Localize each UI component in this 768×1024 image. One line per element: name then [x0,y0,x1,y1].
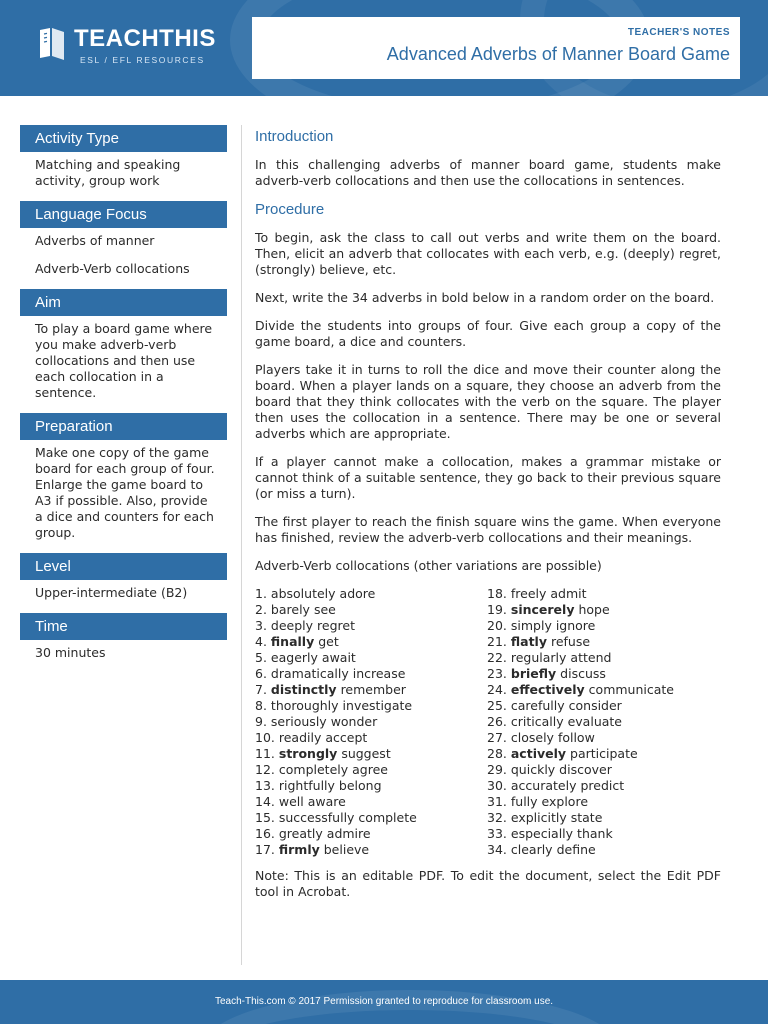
collocation-verb: consider [568,698,622,713]
collocation-item [255,650,487,666]
collocation-number: 20. [487,618,507,633]
collocation-number: 25. [487,698,507,713]
time-section [20,613,227,661]
collocation-number: 12. [255,762,275,777]
collocation-item [255,618,487,634]
collocation-item [255,682,487,698]
teachers-notes-label: TEACHER'S NOTES [627,27,730,38]
main-content [255,128,721,912]
collocation-number: 1. [255,586,267,601]
introduction-heading: Introduction [255,128,334,145]
collocation-verb: belong [338,778,382,793]
procedure-step: To begin, ask the class to call out verbs and write them on the board. Then, elicit an adverb that collocates with each verb, e.g. (deeply) regret, (strongly) believe, etc. [255,230,721,277]
collocation-item [487,650,674,666]
collocation-number: 32. [487,810,507,825]
collocation-item [255,714,487,730]
section-text: Adverbs of manner [35,233,155,248]
collocation-adverb: finally [270,634,315,649]
procedure-step: Divide the students into groups of four. Give each group a copy of the game board, a dice and counters. [255,318,721,349]
collocation-adverb: regularly [510,650,567,665]
collocation-item [487,826,674,842]
preparation-section [20,413,227,541]
collocation-number: 34. [487,842,507,857]
collocation-item [255,634,487,650]
introduction-text: In this challenging adverbs of manner board game, students make adverb-verb collocations and then use the collocations in sentences. [255,157,721,188]
section-text: Adverb-Verb collocations [35,261,190,276]
editable-pdf-note: Note: This is an editable PDF. To edit the document, select the Edit PDF tool in Acrobat. [255,868,721,899]
title-box [252,17,740,79]
footer-copyright: Teach-This.com © 2017 Permission granted to reproduce for classroom use. [214,996,554,1007]
collocation-adverb: well [278,794,304,809]
collocation-verb: aware [307,794,346,809]
collocation-adverb: especially [510,826,574,841]
collocation-item [487,842,674,858]
collocation-verb: await [321,650,356,665]
section-text: To play a board game where you make adverb-verb collocations and then use each collocation in a sentence. [35,321,213,400]
collocation-adverb: carefully [510,698,565,713]
collocation-item [255,794,487,810]
collocation-number: 17. [255,842,275,857]
collocation-adverb: quickly [510,762,556,777]
page-header [0,0,768,96]
collocation-number: 14. [255,794,275,809]
collocation-adverb: explicitly [510,810,567,825]
collocation-number: 7. [255,682,267,697]
collocation-item [255,698,487,714]
page-title: Advanced Adverbs of Manner Board Game [386,44,730,64]
collocation-verb: remember [340,682,406,697]
collocation-verb: attend [570,650,612,665]
collocation-verb: refuse [550,634,591,649]
collocation-adverb: simply [510,618,552,633]
collocation-adverb: briefly [510,666,557,681]
level-section [20,553,227,601]
collocation-verb: thank [577,826,613,841]
collocation-verb: evaluate [567,714,622,729]
collocation-verb: investigate [342,698,413,713]
collocation-adverb: readily [278,730,322,745]
collocation-item [255,842,487,858]
collocation-item [487,794,674,810]
collocation-adverb: closely [510,730,554,745]
collocation-number: 24. [487,682,507,697]
collocation-item [255,810,487,826]
logo-name: TEACHTHIS [74,25,216,52]
collocation-verb: adore [339,586,376,601]
collocation-verb: complete [358,810,417,825]
collocation-adverb: fully [510,794,538,809]
language-focus-section [20,201,227,277]
sidebar [20,125,227,673]
collocation-item [487,810,674,826]
collocation-adverb: freely [510,586,547,601]
collocation-item [487,586,674,602]
section-heading: Activity Type [20,125,227,152]
book-icon [36,26,70,62]
collocation-item [255,746,487,762]
collocation-adverb: accurately [510,778,577,793]
collocation-verb: hope [578,602,610,617]
collocation-adverb: strongly [278,746,338,761]
collocation-item [487,778,674,794]
section-heading: Language Focus [20,201,227,228]
collocation-adverb: successfully [278,810,355,825]
teachthis-logo[interactable] [36,26,216,65]
section-text: Upper-intermediate (B2) [35,585,188,600]
collocation-item [487,682,674,698]
collocation-adverb: eagerly [270,650,318,665]
collocation-verb: agree [352,762,388,777]
collocation-number: 6. [255,666,267,681]
collocation-adverb: deeply [270,618,314,633]
collocation-verb: predict [580,778,625,793]
activity-type-section [20,125,227,189]
collocation-adverb: flatly [510,634,547,649]
logo-subtitle: ESL / EFL RESOURCES [80,55,205,65]
collocation-number: 10. [255,730,275,745]
collocation-item [487,746,674,762]
collocation-adverb: clearly [510,842,553,857]
section-heading: Level [20,553,227,580]
collocation-verb: admire [326,826,371,841]
collocation-verb: define [556,842,596,857]
collocation-number: 2. [255,602,267,617]
collocation-adverb: thoroughly [270,698,339,713]
collocation-verb: accept [325,730,368,745]
collocation-adverb: completely [278,762,349,777]
collocation-verb: participate [570,746,638,761]
collocation-number: 28. [487,746,507,761]
collocation-verb: increase [352,666,406,681]
collocation-number: 26. [487,714,507,729]
collocation-verb: admit [550,586,587,601]
collocation-verb: follow [557,730,595,745]
section-text: 30 minutes [35,645,106,660]
section-text: Matching and speaking activity, group work [35,157,181,188]
collocation-adverb: rightfully [278,778,335,793]
collocation-item [255,730,487,746]
collocation-verb: state [570,810,603,825]
aim-section [20,289,227,401]
collocation-item [255,826,487,842]
collocation-verb: wonder [330,714,378,729]
collocation-item [487,634,674,650]
collocation-adverb: barely [270,602,310,617]
collocations-list [255,586,721,858]
procedure-step: The first player to reach the finish square wins the game. When everyone has finished, review the adverb-verb collocations and their meanings. [255,514,721,545]
collocation-verb: explore [541,794,589,809]
collocation-item [255,778,487,794]
collocation-number: 29. [487,762,507,777]
collocation-verb: regret [317,618,355,633]
collocation-adverb: actively [510,746,567,761]
collocation-adverb: seriously [270,714,327,729]
collocation-number: 5. [255,650,267,665]
collocation-adverb: firmly [278,842,320,857]
collocation-item [255,762,487,778]
collocation-item [487,666,674,682]
collocation-item [487,762,674,778]
section-heading: Time [20,613,227,640]
collocation-item [487,714,674,730]
collocation-item [487,730,674,746]
collocation-number: 21. [487,634,507,649]
collocation-verb: believe [323,842,370,857]
collocation-number: 19. [487,602,507,617]
section-heading: Preparation [20,413,227,440]
collocation-item [487,618,674,634]
collocation-number: 18. [487,586,507,601]
collocation-number: 27. [487,730,507,745]
column-divider [241,125,242,965]
collocation-verb: suggest [341,746,391,761]
collocation-number: 4. [255,634,267,649]
procedure-heading: Procedure [255,201,325,218]
collocation-adverb: effectively [510,682,585,697]
collocation-number: 33. [487,826,507,841]
collocation-item [487,602,674,618]
page-footer [0,980,768,1024]
collocation-number: 13. [255,778,275,793]
collocation-adverb: critically [510,714,564,729]
collocation-number: 15. [255,810,275,825]
collocation-number: 31. [487,794,507,809]
collocation-verb: communicate [588,682,674,697]
collocation-verb: discuss [560,666,606,681]
collocation-verb: ignore [555,618,596,633]
collocations-column-right [487,586,674,858]
collocation-adverb: greatly [278,826,323,841]
section-text: Make one copy of the game board for each group of four. Enlarge the game board to A3 if possible. Also, provide a dice and counters for each group. [35,445,215,540]
collocation-adverb: distinctly [270,682,337,697]
collocation-verb: discover [559,762,612,777]
collocation-number: 22. [487,650,507,665]
collocation-number: 16. [255,826,275,841]
collocation-verb: see [313,602,336,617]
collocation-number: 9. [255,714,267,729]
procedure-step: If a player cannot make a collocation, makes a grammar mistake or cannot think of a suitable sentence, they go back to their previous square (or miss a turn). [255,454,721,501]
collocation-item [255,602,487,618]
procedure-step: Next, write the 34 adverbs in bold below in a random order on the board. [255,290,715,305]
collocation-number: 23. [487,666,507,681]
procedure-step: Players take it in turns to roll the dice and move their counter along the board. When a player lands on a square, they choose an adverb from the board that they think collocates with the verb on the square. The player then uses the collocation in a sentence. There may be one or several adverbs which are appropriate. [255,362,721,441]
collocations-heading: Adverb-Verb collocations (other variations are possible) [255,558,602,573]
collocation-item [487,698,674,714]
collocation-number: 11. [255,746,275,761]
collocation-number: 3. [255,618,267,633]
collocation-adverb: absolutely [270,586,336,601]
collocation-item [255,666,487,682]
collocation-adverb: sincerely [510,602,575,617]
collocation-number: 8. [255,698,267,713]
collocations-column-left [255,586,487,858]
collocation-adverb: dramatically [270,666,349,681]
section-heading: Aim [20,289,227,316]
collocation-number: 30. [487,778,507,793]
collocation-item [255,586,487,602]
collocation-verb: get [318,634,339,649]
